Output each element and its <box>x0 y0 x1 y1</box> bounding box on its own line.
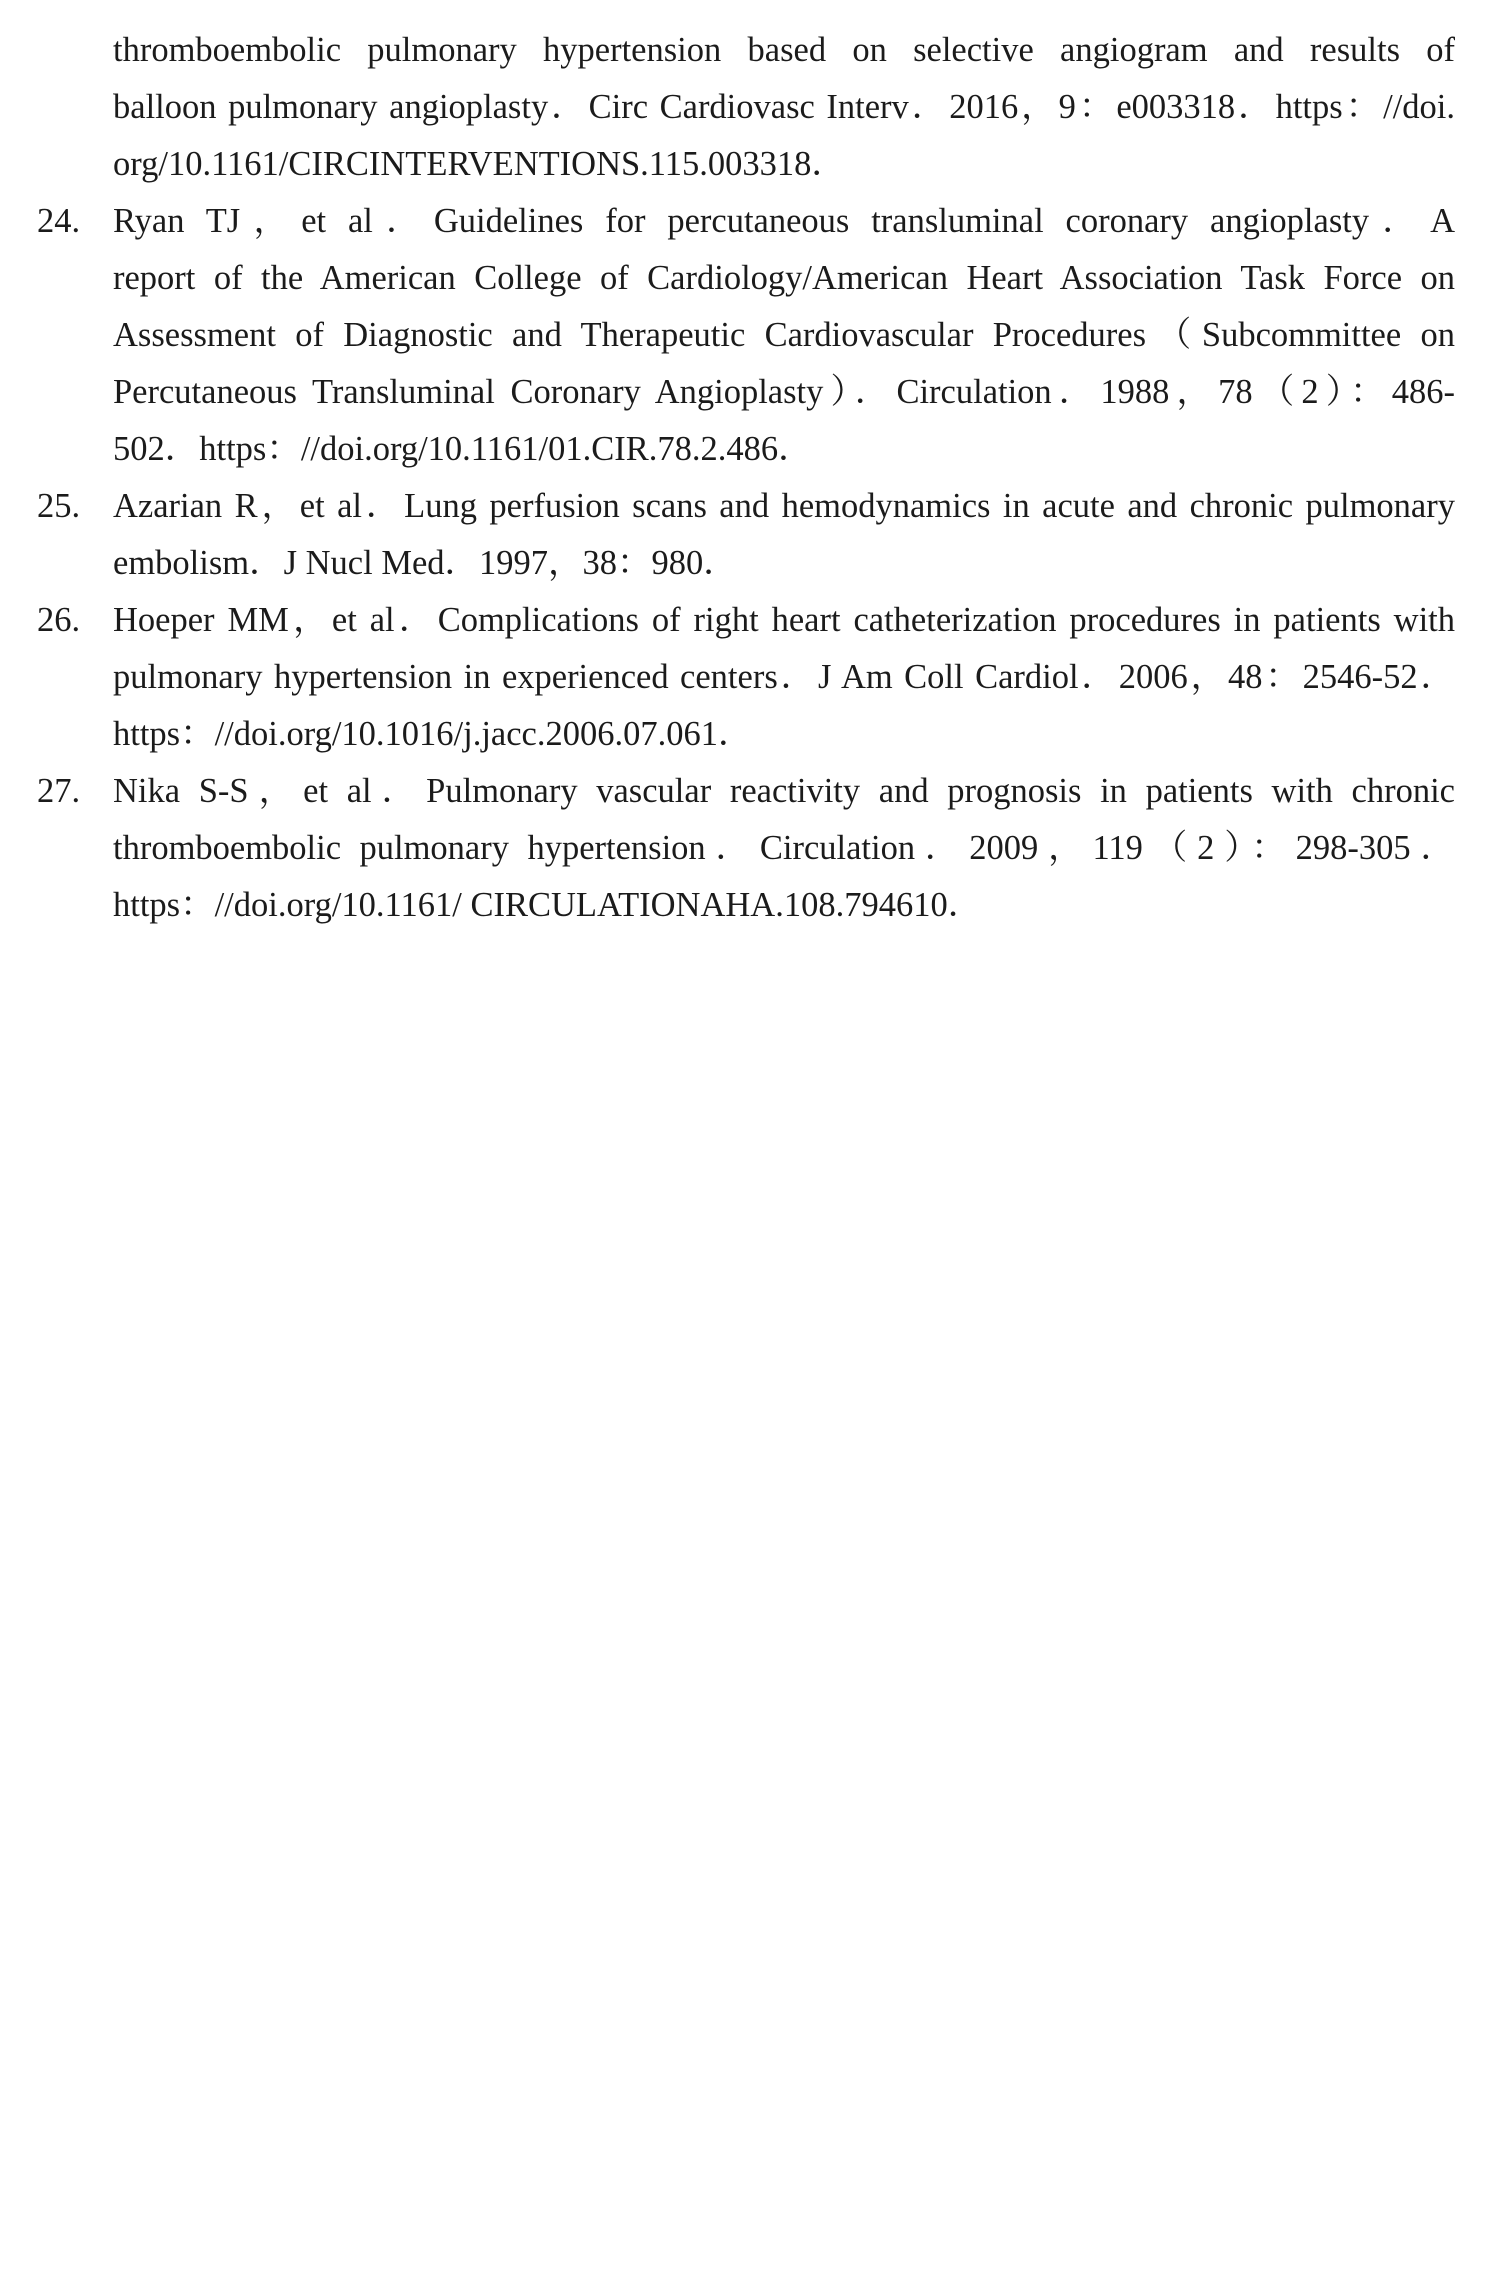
reference-line: Percutaneous Transluminal Coronary Angioplasty）．Circulation．1988，78（2）：486- <box>113 373 1455 411</box>
reference-line: https：//doi.org/10.1161/ CIRCULATIONAHA.108.794610． <box>113 886 983 924</box>
reference-item-24 <box>0 193 1455 478</box>
reference-item-25 <box>0 478 1455 592</box>
reference-line: 502．https：//doi.org/10.1161/01.CIR.78.2.486． <box>113 430 813 468</box>
reference-line: Nika S-S，et al．Pulmonary vascular reactivity and prognosis in patients with chronic <box>113 772 1455 810</box>
reference-item-continued <box>0 22 1455 193</box>
reference-line: balloon pulmonary angioplasty．Circ Cardiovasc Interv．2016，9：e003318．https：//doi. <box>113 88 1455 126</box>
reference-list <box>0 22 1507 934</box>
reference-number: 25. <box>37 487 81 525</box>
reference-line: Assessment of Diagnostic and Therapeutic Cardiovascular Procedures（Subcommittee on <box>113 316 1455 354</box>
reference-number: 26. <box>37 601 81 639</box>
reference-line: Azarian R，et al．Lung perfusion scans and hemodynamics in acute and chronic pulmonary <box>113 487 1455 525</box>
reference-line: org/10.1161/CIRCINTERVENTIONS.115.003318． <box>113 145 846 183</box>
reference-line: Ryan TJ，et al．Guidelines for percutaneous transluminal coronary angioplasty．A <box>113 202 1455 240</box>
reference-line: report of the American College of Cardiology/American Heart Association Task Force on <box>113 259 1455 297</box>
reference-number: 27. <box>37 772 81 810</box>
reference-line: embolism．J Nucl Med．1997，38：980． <box>113 544 738 582</box>
reference-line: thromboembolic pulmonary hypertension．Circulation．2009，119（2）：298-305． <box>113 829 1455 867</box>
reference-line: pulmonary hypertension in experienced centers．J Am Coll Cardiol．2006，48：2546-52． <box>113 658 1455 696</box>
reference-item-27 <box>0 763 1455 934</box>
reference-line: Hoeper MM，et al．Complications of right heart catheterization procedures in patients with <box>113 601 1455 639</box>
reference-line: https：//doi.org/10.1016/j.jacc.2006.07.061． <box>113 715 753 753</box>
reference-line: thromboembolic pulmonary hypertension based on selective angiogram and results of <box>113 31 1455 69</box>
reference-item-26 <box>0 592 1455 763</box>
reference-number: 24. <box>37 202 81 240</box>
